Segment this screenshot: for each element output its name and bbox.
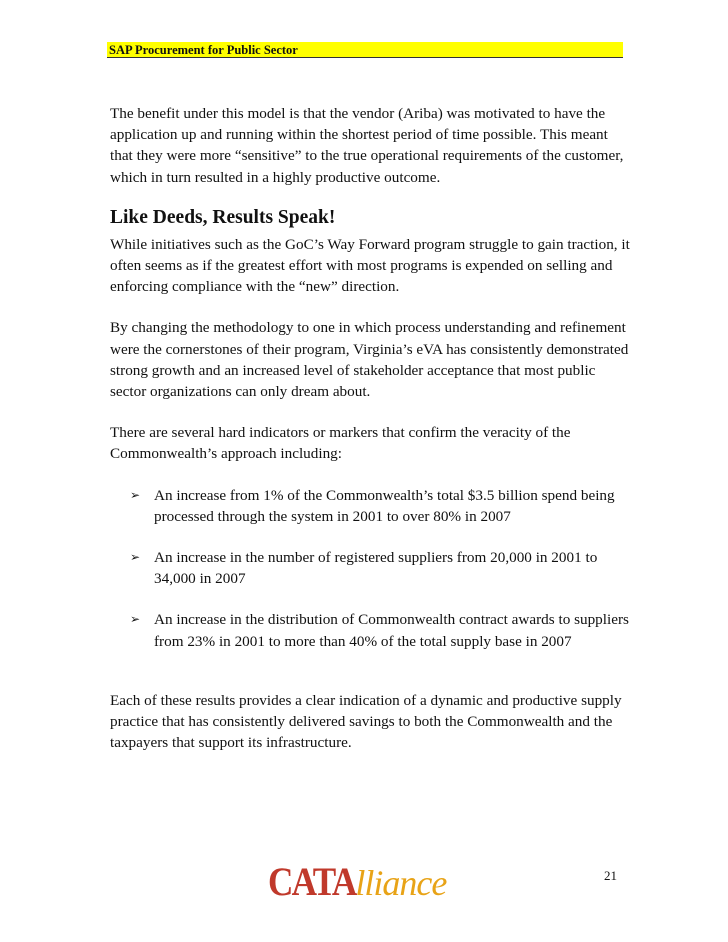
arrow-bullet-icon: ➢ [130, 550, 141, 565]
logo-alliance-text: lliance [355, 863, 447, 903]
list-item-text: An increase from 1% of the Commonwealth’s total $3.5 billion spend being processed through the system in 2001 to over 80% in 2007 [154, 486, 615, 525]
cata-alliance-logo [268, 859, 447, 904]
paragraph-indicators: There are several hard indicators or markers that confirm the veracity of the Commonwealth’s approach including: [110, 424, 571, 463]
header-band [107, 42, 623, 58]
intro-paragraph: The benefit under this model is that the vendor (Ariba) was motivated to have the application up and running within the shortest period of time possible. This meant that they were more “sensitive” to the true operational requirements of the customer, which in turn resulted in a highly productive outcome. [110, 105, 624, 186]
list-item [110, 547, 630, 589]
section-heading: Like Deeds, Results Speak! [110, 206, 336, 228]
paragraph-methodology: By changing the methodology to one in which process understanding and refinement were the cornerstones of their program, Virginia’s eVA has consistently demonstrated strong growth and an increased level of stakeholder acceptance that most public sector organizations can only dream about. [110, 319, 629, 401]
page-number: 21 [604, 868, 617, 883]
paragraph-way-forward: While initiatives such as the GoC’s Way Forward program struggle to gain traction, it often seems as if the greatest effort with most programs is expended on selling and enforcing compliance with the “new” direction. [110, 235, 630, 296]
list-item [110, 609, 630, 651]
closing-paragraph: Each of these results provides a clear indication of a dynamic and productive supply practice that has consistently delivered savings to both the Commonwealth and the taxpayers that support its infrastructure. [110, 691, 622, 752]
list-item-text: An increase in the distribution of Commonwealth contract awards to suppliers from 23% in 2001 to more than 40% of the total supply base in 2007 [154, 611, 629, 650]
header-title: SAP Procurement for Public Sector [109, 43, 298, 57]
arrow-bullet-icon: ➢ [130, 612, 141, 627]
logo-cata-text: CATA [268, 859, 356, 904]
list-item [110, 485, 630, 527]
page-content [110, 103, 630, 753]
arrow-bullet-icon: ➢ [130, 487, 141, 502]
indicator-list [110, 485, 630, 652]
list-item-text: An increase in the number of registered suppliers from 20,000 in 2001 to 34,000 in 2007 [154, 549, 598, 588]
